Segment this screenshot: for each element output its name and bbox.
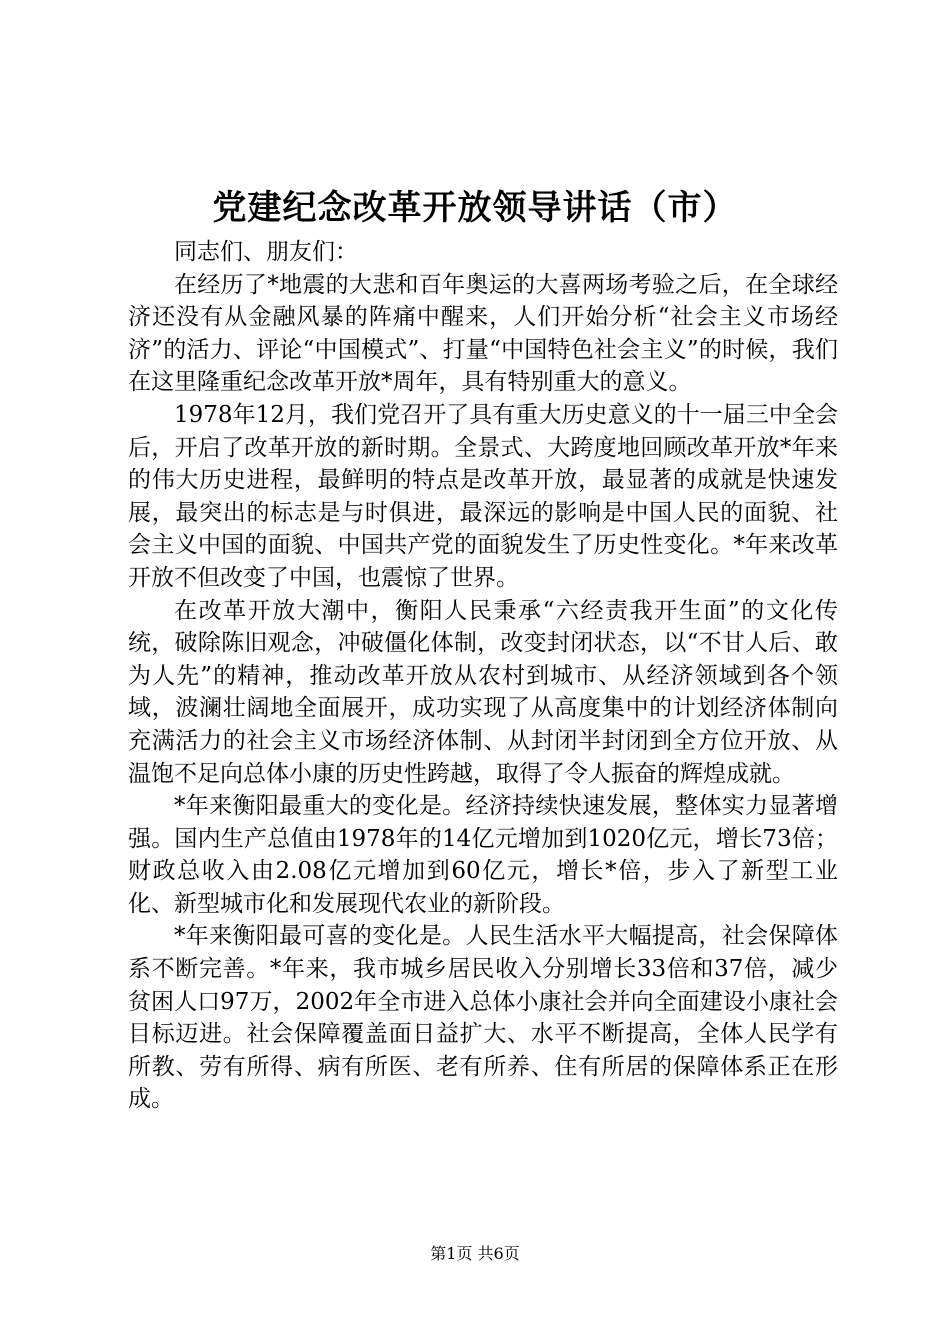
paragraph: 在改革开放大潮中，衡阳人民秉承“六经责我开生面”的文化传统，破除陈旧观念，冲破僵化体制，改变封闭状态，以“不甘人后、敢为人先”的精神，推动改革开放从农村到城市、从经济领域到各个领域，波澜壮阔地全面展开，成功实现了从高度集中的计划经济体制向充满活力的社会主义市场经济体制、从封闭半封闭到全方位开放、从温饱不足向总体小康的历史性跨越，取得了令人振奋的辉煌成就。	[128, 597, 838, 787]
paragraph: *年来衡阳最可喜的变化是。人民生活水平大幅提高，社会保障体系不断完善。*年来，我市城乡居民收入分别增长33倍和37倍，减少贫困人口97万，2002年全市进入总体小康社会并向全面建设小康社会目标迈进。社会保障覆盖面日益扩大、水平不断提高，全体人民学有所教、劳有所得、病有所医、老有所养、住有所居的保障体系正在形成。	[128, 923, 838, 1113]
paragraph: 1978年12月，我们党召开了具有重大历史意义的十一届三中全会后，开启了改革开放的新时期。全景式、大跨度地回顾改革开放*年来的伟大历史进程，最鲜明的特点是改革开放，最显著的成就是快速发展，最突出的标志是与时俱进，最深远的影响是中国人民的面貌、社会主义中国的面貌、中国共产党的面貌发生了历史性变化。*年来改革开放不但改变了中国，也震惊了世界。	[128, 401, 838, 591]
document-body	[128, 236, 838, 1116]
document-title: 党建纪念改革开放领导讲话（市）	[212, 188, 738, 228]
paragraph: 在经历了*地震的大悲和百年奥运的大喜两场考验之后，在全球经济还没有从金融风暴的阵痛中醒来，人们开始分析“社会主义市场经济”的活力、评论“中国模式”、打量“中国特色社会主义”的时候，我们在这里隆重纪念改革开放*周年，具有特别重大的意义。	[128, 271, 838, 396]
paragraph-salutation: 同志们、朋友们：	[174, 239, 358, 265]
page-number-footer: 第1页 共6页	[430, 1244, 520, 1263]
paragraph: *年来衡阳最重大的变化是。经济持续快速发展，整体实力显著增强。国内生产总值由1978年的14亿元增加到1020亿元，增长73倍；财政总收入由2.08亿元增加到60亿元，增长*倍，步入了新型工业化、新型城市化和发展现代农业的新阶段。	[128, 793, 838, 917]
